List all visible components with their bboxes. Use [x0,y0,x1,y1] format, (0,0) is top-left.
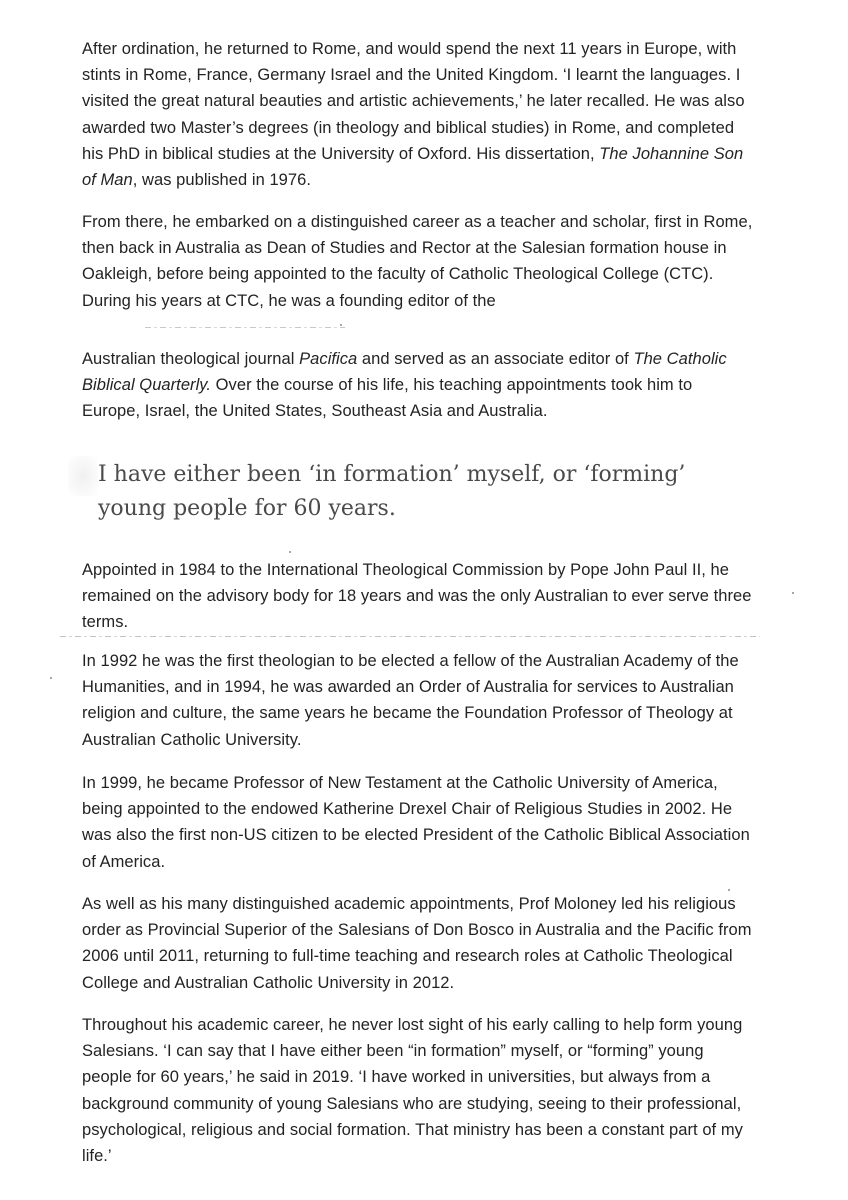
scan-speck [792,592,794,594]
paragraph-provincial: As well as his many distinguished academic appointments, Prof Moloney led his religious order as Provincial Superior of the Salesians of Don Bosco in Australia and the Pacific from 2006 until 2011, returning to full-time teaching and research roles at Catholic Theological College and Australian Catholic University in 2012. [82,895,752,992]
paragraph-ordination-text-a: After ordination, he returned to Rome, and would spend the next 11 years in Europe, with stints in Rome, France, Germany Israel and the United Kingdom. ‘I learnt the languages. I visited the great natural beauties and artistic achievements,’ he later recalled. He was also awarded two Master’s degrees (in theology and biblical studies) in Rome, and completed his PhD in biblical studies at the University of Oxford. His dissertation, [82,40,745,163]
paragraph-pacifica-text-a: Australian theological journal [82,350,300,368]
scan-speck [289,551,291,553]
paragraph-1992: In 1992 he was the first theologian to be elected a fellow of the Australian Academy of the Humanities, and in 1994, he was awarded an Order of Australia for services to Australian religion and culture, the same years he became the Foundation Professor of Theology at Australian Catholic University. [82,652,739,749]
paragraph-calling: Throughout his academic career, he never lost sight of his early calling to help form young Salesians. ‘I can say that I have either been “in formation” myself, or “forming” young people for 60 years,’ he said in 2019. ‘I have worked in universities, but always from a background community of young Salesians who are studying, seeing to their professional, psychological, religious and social formation. That ministry has been a constant part of my life.’ [82,1016,743,1166]
paragraph-ordination-text-b: , was published in 1976. [132,171,311,190]
scan-shadow [68,456,98,496]
scan-speck [728,889,730,891]
paragraph-1999: In 1999, he became Professor of New Testament at the Catholic University of America, being appointed to the endowed Katherine Drexel Chair of Religious Studies in 2002. He was also the first non-US citizen to be elected President of the Catholic Biblical Association of America. [82,774,750,871]
paragraph-pacifica-text-c: Over the course of his life, his teaching appointments took him to Europe, Israel, the United States, Southeast Asia and Australia. [82,376,693,421]
paragraph-pacifica [82,346,754,425]
paragraph-ordination [82,36,754,193]
scan-speck [50,677,52,679]
paragraph-commission: Appointed in 1984 to the International Theological Commission by Pope John Paul II, he remained on the advisory body for 18 years and was the only Australian to ever serve three terms. [82,561,752,632]
scan-speck [340,324,342,326]
journal-title: Pacifica [299,350,358,368]
paragraph-pacifica-text-b: and served as an associate editor of [357,350,634,368]
paragraph-career: From there, he embarked on a distinguished career as a teacher and scholar, first in Rome, then back in Australia as Dean of Studies and Rector at the Salesian formation house in Oakleigh, before being appointed to the faculty of Catholic Theological College (CTC). During his years at CTC, he was a founding editor of the [82,213,753,310]
scan-artifact-line [60,636,760,637]
pull-quote: I have either been ‘in formation’ myself, or ‘forming’ young people for 60 years. [98,462,686,521]
dissertation-title: The Johannine Son of Man [82,144,744,190]
scan-artifact-line [145,327,345,328]
quarterly-title: The Catholic Biblical Quarterly. [82,350,727,395]
